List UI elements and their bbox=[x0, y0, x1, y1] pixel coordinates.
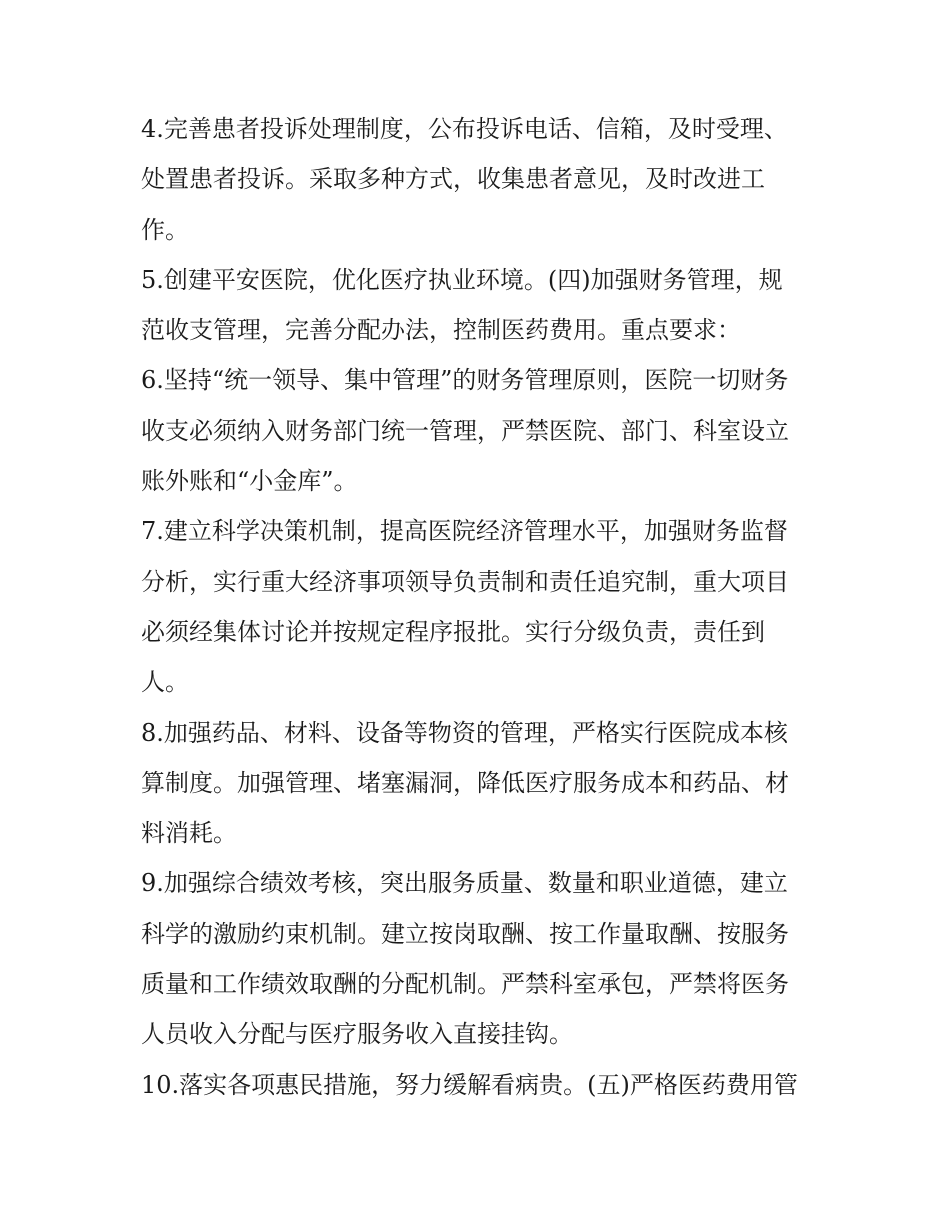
document-body bbox=[141, 104, 816, 1110]
text-line-9: 7.建立科学决策机制，提高医院经济管理水平，加强财务监督 bbox=[141, 517, 788, 546]
text-line-18: 质量和工作绩效取酬的分配机制。严禁科室承包，严禁将医务 bbox=[141, 970, 789, 999]
text-line-6: 6.坚持“统一领导、集中管理”的财务管理原则，医院一切财务 bbox=[141, 366, 789, 395]
text-line-13: 8.加强药品、材料、设备等物资的管理，严格实行医院成本核 bbox=[141, 718, 788, 747]
text-line-4: 5.创建平安医院，优化医疗执业环境。(四)加强财务管理，规 bbox=[141, 265, 783, 294]
text-line-3: 作。 bbox=[141, 215, 189, 244]
text-line-12: 人。 bbox=[141, 668, 189, 697]
text-line-11: 必须经集体讨论并按规定程序报批。实行分级负责，责任到 bbox=[141, 617, 765, 646]
text-line-16: 9.加强综合绩效考核，突出服务质量、数量和职业道德，建立 bbox=[141, 869, 788, 898]
text-line-8: 账外账和“小金库”。 bbox=[141, 467, 358, 496]
text-line-15: 料消耗。 bbox=[141, 819, 237, 848]
text-line-7: 收支必须纳入财务部门统一管理，严禁医院、部门、科室设立 bbox=[141, 416, 789, 445]
text-line-5: 范收支管理，完善分配办法，控制医药费用。重点要求： bbox=[141, 316, 741, 345]
text-line-2: 处置患者投诉。采取多种方式，收集患者意见，及时改进工 bbox=[141, 165, 765, 194]
text-line-20: 10.落实各项惠民措施，努力缓解看病贵。(五)严格医药费用管 bbox=[141, 1070, 798, 1099]
text-line-17: 科学的激励约束机制。建立按岗取酬、按工作量取酬、按服务 bbox=[141, 919, 789, 948]
text-line-19: 人员收入分配与医疗服务收入直接挂钩。 bbox=[141, 1020, 573, 1049]
text-line-10: 分析，实行重大经济事项领导负责制和责任追究制，重大项目 bbox=[141, 567, 789, 596]
text-line-1: 4.完善患者投诉处理制度，公布投诉电话、信箱，及时受理、 bbox=[141, 115, 788, 143]
text-line-14: 算制度。加强管理、堵塞漏洞，降低医疗服务成本和药品、材 bbox=[141, 768, 789, 797]
